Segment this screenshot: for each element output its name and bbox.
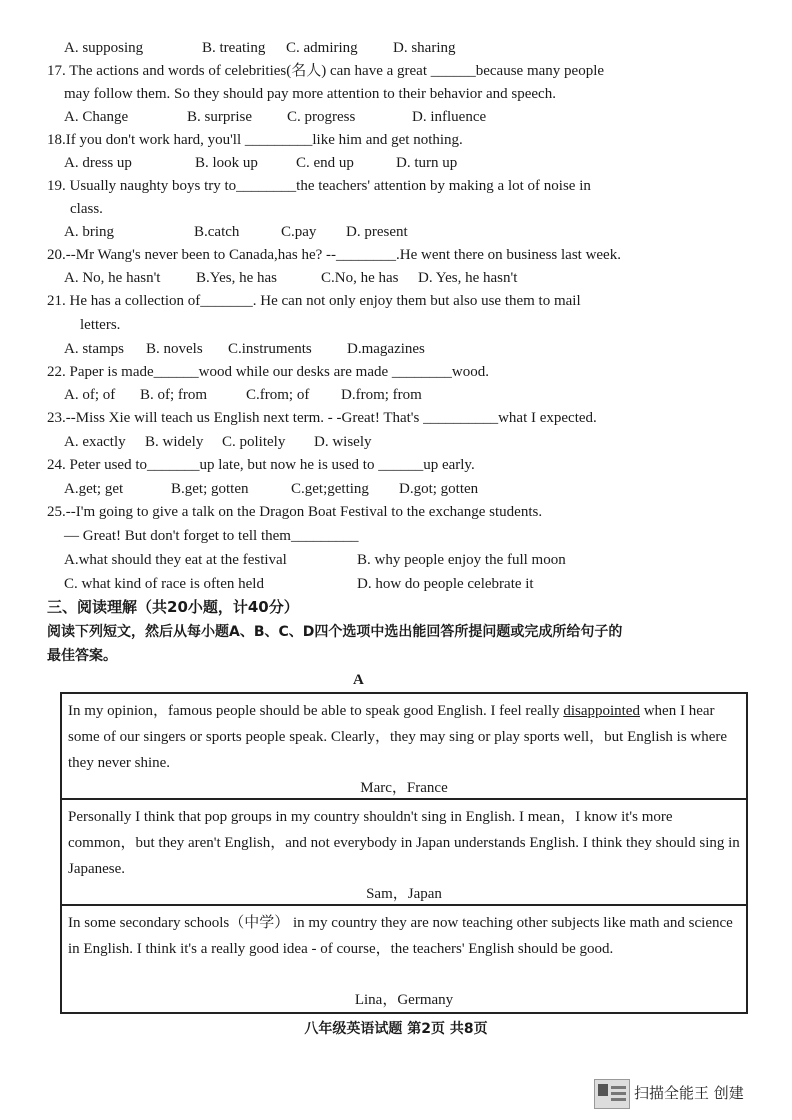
q16-option-c: C. admiring bbox=[286, 40, 358, 56]
opinion-box-sam bbox=[60, 798, 748, 906]
q17-stem-line-2: may follow them. So they should pay more attention to their behavior and speech. bbox=[64, 86, 556, 102]
q24-option-b: B.get; gotten bbox=[171, 481, 249, 497]
q23-option-c: C. politely bbox=[222, 434, 286, 450]
section-instruction-line-1: 阅读下列短文，然后从每小题A、B、C、D四个选项中选出能回答所提问题或完成所给句子的 bbox=[47, 624, 623, 640]
q20-option-c: C.No, he has bbox=[321, 270, 399, 286]
opinion-text: Personally I think that pop groups in my country shouldn't sing in English. I mean，I know it's more common，but they aren't English，and not everybody in Japan understands English. I think they should sing in Japanese. bbox=[68, 809, 740, 877]
q22-option-d: D.from; from bbox=[341, 387, 422, 403]
q22-stem: 22. Paper is made______wood while our desks are made ________wood. bbox=[47, 364, 490, 380]
q19-option-a: A. bring bbox=[64, 224, 114, 240]
q20-option-b: B.Yes, he has bbox=[196, 270, 277, 286]
signature: Lina，Germany bbox=[354, 992, 454, 1008]
q24-option-c: C.get;getting bbox=[291, 481, 369, 497]
q25-option-a: A.what should they eat at the festival bbox=[64, 552, 287, 568]
signature: Sam，Japan bbox=[366, 886, 442, 902]
q23-option-d: D. wisely bbox=[314, 434, 372, 450]
opinion-box-marc bbox=[60, 692, 748, 800]
q22-option-a: A. of; of bbox=[64, 387, 116, 403]
q21-option-d: D.magazines bbox=[347, 341, 425, 357]
q25-option-b: B. why people enjoy the full moon bbox=[357, 552, 566, 568]
q25-option-c: C. what kind of race is often held bbox=[64, 576, 264, 592]
q18-option-c: C. end up bbox=[296, 155, 354, 171]
q25-stem-line-2: — Great! But don't forget to tell them_________ bbox=[64, 528, 359, 544]
q22-option-b: B. of; from bbox=[140, 387, 208, 403]
q19-stem-line-1: 19. Usually naughty boys try to________the teachers' attention by making a lot of noise in bbox=[47, 178, 591, 194]
q19-option-c: C.pay bbox=[281, 224, 317, 240]
q20-option-a: A. No, he hasn't bbox=[64, 270, 161, 286]
opinion-text: In my opinion，famous people should be able to speak good English. I feel really disappointed when I hear some of our singers or sports people speak. Clearly，they may sing or play sports well，but English is where they never shine. bbox=[68, 703, 728, 771]
q22-option-c: C.from; of bbox=[246, 387, 310, 403]
q21-option-a: A. stamps bbox=[64, 341, 124, 357]
q20-option-d: D. Yes, he hasn't bbox=[418, 270, 518, 286]
q19-stem-line-2: class. bbox=[70, 201, 103, 217]
scanner-watermark: 扫描全能王 创建 bbox=[634, 1084, 744, 1102]
q16-option-a: A. supposing bbox=[64, 40, 144, 56]
q18-option-a: A. dress up bbox=[64, 155, 132, 171]
opinion-box-lina bbox=[60, 904, 748, 1014]
scanner-logo-icon bbox=[594, 1079, 630, 1109]
q21-stem-line-2: letters. bbox=[80, 317, 121, 333]
q20-stem: 20.--Mr Wang's never been to Canada,has he? --________.He went there on business last week. bbox=[47, 247, 621, 263]
q18-option-d: D. turn up bbox=[396, 155, 458, 171]
section-instruction-line-2: 最佳答案。 bbox=[47, 648, 117, 664]
q16-option-b: B. treating bbox=[202, 40, 266, 56]
q24-option-d: D.got; gotten bbox=[399, 481, 479, 497]
q18-option-b: B. look up bbox=[195, 155, 258, 171]
q21-option-c: C.instruments bbox=[228, 341, 312, 357]
q17-option-c: C. progress bbox=[287, 109, 356, 125]
q24-stem: 24. Peter used to_______up late, but now he is used to ______up early. bbox=[47, 457, 475, 473]
q17-stem-line-1: 17. The actions and words of celebrities(名人) can have a great ______because many people bbox=[47, 63, 605, 79]
q25-option-d: D. how do people celebrate it bbox=[357, 576, 534, 592]
q19-option-d: D. present bbox=[346, 224, 408, 240]
q23-option-a: A. exactly bbox=[64, 434, 126, 450]
q17-option-d: D. influence bbox=[412, 109, 487, 125]
q24-option-a: A.get; get bbox=[64, 481, 124, 497]
section-title: 三、阅读理解（共20小题，计40分） bbox=[47, 598, 299, 616]
q17-option-a: A. Change bbox=[64, 109, 129, 125]
q18-stem: 18.If you don't work hard, you'll _________like him and get nothing. bbox=[47, 132, 463, 148]
q23-stem: 23.--Miss Xie will teach us English next term. - -Great! That's __________what I expected. bbox=[47, 410, 597, 426]
q16-option-d: D. sharing bbox=[393, 40, 456, 56]
q17-option-b: B. surprise bbox=[187, 109, 252, 125]
q21-stem-line-1: 21. He has a collection of_______. He can not only enjoy them but also use them to mail bbox=[47, 293, 581, 309]
passage-label: A bbox=[353, 672, 364, 688]
underlined-word: disappointed bbox=[563, 703, 640, 719]
signature: Marc，France bbox=[360, 780, 448, 796]
q19-option-b: B.catch bbox=[194, 224, 240, 240]
page-footer: 八年级英语试题 第2页 共8页 bbox=[304, 1021, 488, 1037]
q23-option-b: B. widely bbox=[145, 434, 204, 450]
q25-stem-line-1: 25.--I'm going to give a talk on the Dragon Boat Festival to the exchange students. bbox=[47, 504, 543, 520]
q21-option-b: B. novels bbox=[146, 341, 203, 357]
opinion-text: In some secondary schools（中学） in my country they are now teaching other subjects like math and science in English. I think it's a really good idea - of course，the teachers' English should be good. bbox=[68, 915, 733, 957]
